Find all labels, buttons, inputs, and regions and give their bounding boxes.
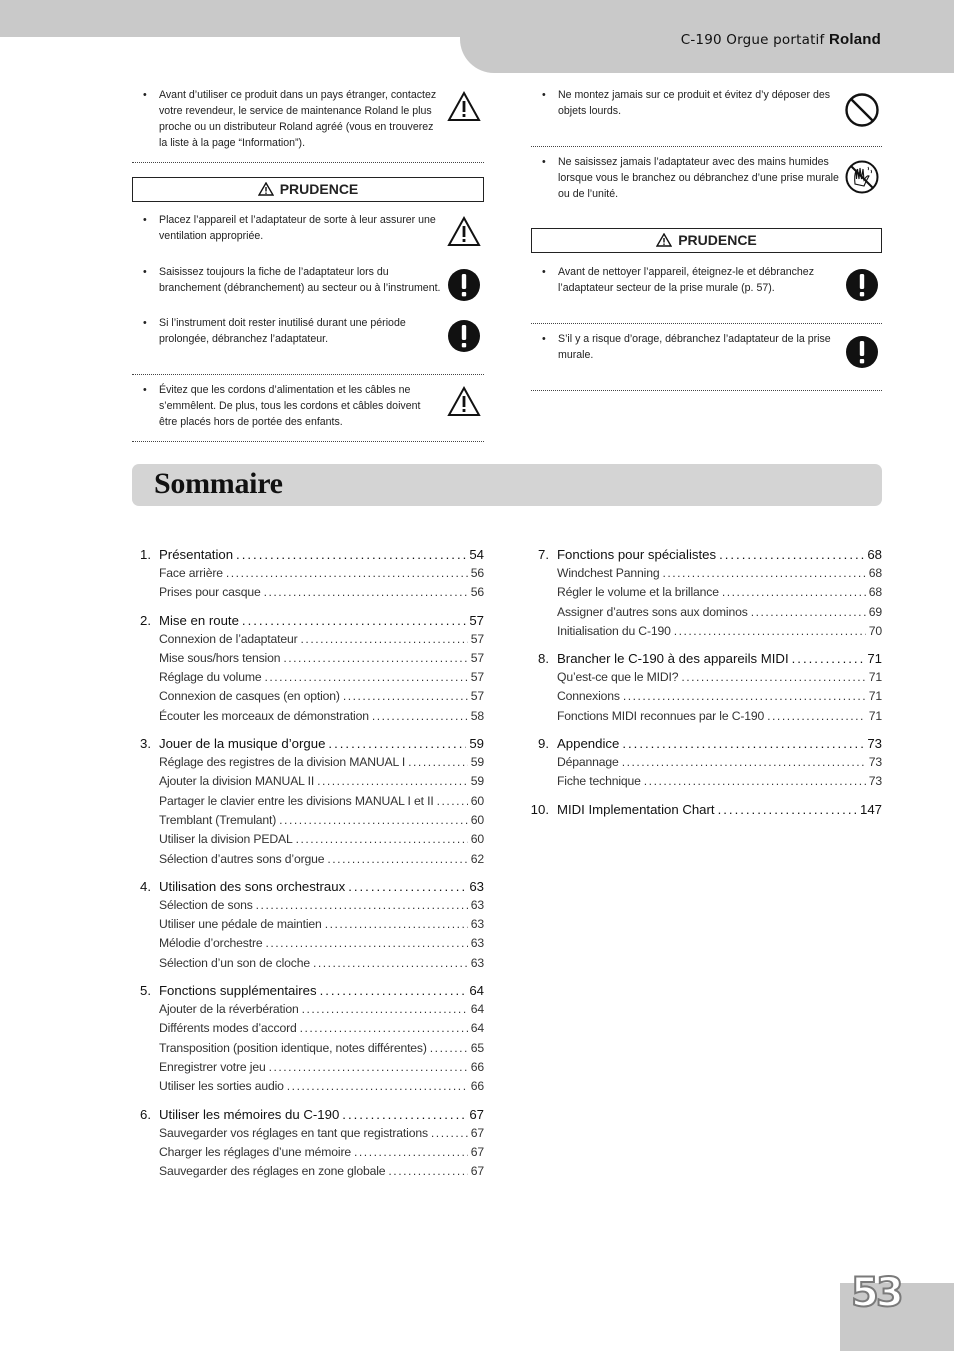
toc-subentry[interactable] [530,772,882,791]
toc-chapter-page: 67 [469,1106,484,1122]
exclamation-icon [844,334,880,370]
toc-chapter-number: 9. [538,736,549,752]
toc-section [132,611,484,726]
toc-subentry-title: Sélection d’autres sons d’orgue [159,851,325,866]
toc-chapter-number: 1. [140,547,151,562]
toc-subentry[interactable] [132,1077,484,1096]
toc-subentry-title: Mélodie d’orchestre [159,936,263,951]
toc-subentry[interactable] [132,753,484,772]
toc-subentry-title: Mise sous/hors tension [159,650,281,665]
dotted-divider [531,323,882,324]
exclamation-icon [844,267,880,303]
toc-subentry[interactable] [530,707,882,726]
toc-chapter-page: 63 [469,878,484,894]
toc-subentry[interactable] [132,915,484,934]
toc-chapter[interactable] [132,734,484,753]
toc-subentry-page: 62 [470,851,484,866]
toc-chapter-number: 4. [140,878,151,894]
toc-subentry-page: 57 [470,670,484,685]
toc-chapter[interactable] [132,545,484,564]
toc-subentry-title: Connexion de l’adaptateur [159,631,298,646]
toc-subentry[interactable] [132,1019,484,1038]
toc-chapter-page: 54 [469,547,484,562]
toc-subentry-page: 69 [868,604,882,619]
toc-subentry-page: 66 [470,1059,484,1074]
prohibition-icon [844,92,880,128]
toc-section [132,877,484,973]
toc-subentry-title: Fiche technique [557,774,641,789]
toc-chapter-page: 73 [867,736,882,752]
toc-subentry-page: 63 [470,955,484,970]
exclamation-icon [446,267,482,303]
toc-subentry-title: Différents modes d’accord [159,1021,297,1036]
toc-subentry-title: Face arrière [159,566,223,580]
toc-subentry-page: 71 [868,689,882,704]
toc-subentry-page: 64 [470,1021,484,1036]
toc-subentry[interactable] [132,668,484,687]
toc-subentry-page: 58 [470,708,484,723]
toc-subentry-page: 71 [868,708,882,723]
toc-chapter-page: 71 [867,651,882,667]
toc-subentry-title: Sélection de sons [159,897,253,912]
toc-subentry[interactable] [530,583,882,602]
dotted-divider [531,146,882,147]
toc-subentry-page: 59 [470,774,484,789]
toc-subentry[interactable] [530,668,882,687]
toc-subentry-page: 73 [868,774,882,789]
toc-subentry[interactable] [132,649,484,668]
dotted-divider [132,441,484,442]
toc-chapter-title: MIDI Implementation Chart [557,801,715,817]
toc-subentry-title: Initialisation du C-190 [557,623,671,638]
toc-subentry-title: Assigner d’autres sons aux dominos [557,604,748,619]
toc-chapter-title: Présentation [159,547,234,562]
toc-subentry-title: Sauvegarder vos réglages en tant que registrations [159,1125,428,1140]
toc-subentry-title: Sélection d’un son de cloche [159,955,310,970]
toc-subentry[interactable] [530,753,882,772]
toc-subentry-page: 65 [470,1040,484,1055]
toc-chapter-title: Utilisation des sons orchestraux [159,878,346,894]
toc-subentry[interactable] [132,1039,484,1058]
toc-chapter-title: Brancher le C-190 à des appareils MIDI [557,651,789,667]
toc-subentry-page: 67 [470,1164,484,1179]
toc-subentry[interactable] [132,1058,484,1077]
caution-triangle-icon [446,384,482,420]
toc-chapter[interactable] [530,734,882,753]
toc-subentry-page: 56 [470,566,484,580]
toc-chapter-title: Mise en route [159,612,239,628]
page-number: 53 [851,1270,901,1316]
summary-title: Sommaire [154,467,283,500]
toc-subentry-title: Dépannage [557,755,619,770]
toc-subentry[interactable] [530,603,882,622]
toc-subentry[interactable] [132,564,484,583]
toc-subentry[interactable] [132,1000,484,1019]
toc-subentry[interactable] [132,850,484,869]
toc-subentry-title: Tremblant (Tremulant) [159,812,277,827]
toc-subentry-page: 63 [470,917,484,932]
toc-chapter[interactable] [132,1105,484,1124]
toc-subentry-page: 67 [470,1125,484,1140]
dotted-divider [132,374,484,375]
toc-subentry-title: Utiliser la division PEDAL [159,832,293,847]
header-title: C-190 Orgue portatif Roland [680,31,881,48]
toc-chapter[interactable] [530,800,882,819]
toc-chapter-number: 10. [530,801,549,817]
toc-chapter-number: 3. [140,736,151,752]
toc-chapter-number: 2. [140,612,151,628]
toc-subentry-title: Ajouter la division MANUAL II [159,774,315,789]
toc-chapter-number: 5. [140,983,151,999]
toc-subentry-title: Réglage des registres de la division MANUAL I [159,755,406,770]
toc-section [132,545,484,603]
prudence-heading: PRUDENCE [132,177,484,202]
toc-subentry-page: 59 [470,755,484,770]
toc-chapter[interactable] [132,877,484,896]
toc-subentry-title: Utiliser les sorties audio [159,1079,284,1094]
toc-chapter-page: 147 [859,801,882,817]
toc-chapter-number: 6. [140,1106,151,1122]
toc-subentry-page: 56 [470,585,484,600]
toc-subentry-title: Réglage du volume [159,670,262,685]
toc-subentry-title: Régler le volume et la brillance [557,585,719,600]
toc-subentry[interactable] [132,1124,484,1143]
toc-subentry-title: Transposition (position identique, notes différentes) [159,1040,427,1055]
toc-subentry-page: 57 [470,631,484,646]
toc-subentry-title: Sauvegarder des réglages en zone globale [159,1164,386,1179]
toc-subentry-page: 60 [470,812,484,827]
toc-subentry-title: Qu’est-ce que le MIDI? [557,670,679,685]
toc-subentry-page: 71 [868,670,882,685]
toc-subentry[interactable] [132,896,484,915]
toc-section [132,734,484,869]
toc-chapter[interactable] [530,649,882,668]
toc-subentry-title: Enregistrer votre jeu [159,1059,266,1074]
toc-subentry[interactable] [132,1162,484,1181]
toc-section [530,649,882,726]
toc-chapter-title: Jouer de la musique d’orgue [159,736,326,752]
prudence-heading: PRUDENCE [531,228,882,253]
toc-chapter-title: Fonctions pour spécialistes [557,547,717,562]
toc-chapter-page: 59 [469,736,484,752]
no-wet-hands-icon [844,159,880,195]
toc-subentry-page: 60 [470,793,484,808]
toc-subentry[interactable] [132,792,484,811]
toc-subentry-title: Utiliser une pédale de maintien [159,917,322,932]
summary-banner [132,464,882,506]
toc-subentry-title: Connexion de casques (en option) [159,689,340,704]
toc-subentry[interactable] [530,622,882,641]
dotted-divider [132,162,484,163]
toc-subentry-page: 63 [470,897,484,912]
toc-subentry-page: 68 [868,566,882,580]
toc-section [530,800,882,819]
dotted-divider [531,390,882,391]
exclamation-icon [446,318,482,354]
toc-chapter-page: 64 [469,983,484,999]
toc-chapter-title: Utiliser les mémoires du C-190 [159,1106,340,1122]
toc-subentry-page: 73 [868,755,882,770]
toc-subentry[interactable] [132,1143,484,1162]
toc-subentry[interactable] [132,630,484,649]
toc-subentry-title: Connexions [557,689,620,704]
toc-subentry-title: Fonctions MIDI reconnues par le C-190 [557,708,765,723]
toc-subentry[interactable] [132,830,484,849]
toc-subentry-title: Charger les réglages d’une mémoire [159,1144,352,1159]
toc-subentry-title: Écouter les morceaux de démonstration [159,708,369,723]
toc-subentry-title: Prises pour casque [159,585,261,600]
toc-chapter-number: 7. [538,547,549,562]
toc-chapter-page: 57 [469,612,484,628]
toc-subentry-page: 60 [470,832,484,847]
toc-chapter-number: 8. [538,651,549,667]
toc-subentry[interactable] [530,564,882,583]
toc-subentry-page: 63 [470,936,484,951]
toc-subentry-title: Ajouter de la réverbération [159,1002,299,1017]
left-safety-column: • Avant d’utiliser ce produit dans un pays étranger, contactez votre revendeur, le service de maintenance Roland le plus proche ou un distributeur Roland agréé (vous en trouverez la liste à la page “Information”). PRUDENCE • Placez l’appareil et l’adaptateur de sorte à leur assurer une ventilation appropriée. • Saisissez toujours la fiche de l’adaptateur lors du branchement (débranchement) au secteur ou à l’instrument. • Si l’instrument doit rester inutilisé durant une période prolongée, débranchez l’adaptateur. • Évitez que les cordons d’alimentation et les câbles ne s’emmêlent. De plus, tous les cordons et câbles doivent être placés hors de portée des enfants. [132,0,484,450]
toc-subentry[interactable] [132,772,484,791]
toc-chapter-title: Appendice [557,736,620,752]
toc-subentry-page: 70 [868,623,882,638]
toc-subentry-title: Partager le clavier entre les divisions MANUAL I et II [159,793,434,808]
right-safety-column: • Ne montez jamais sur ce produit et évitez d’y déposer des objets lourds. • Ne saisissez jamais l’adaptateur avec des mains humides lorsque vous le branchez ou débranchez d’une prise murale ou de l’unité. PRUDENCE • Avant de nettoyer l’appareil, éteignez-le et débranchez l’adaptateur secteur de la prise murale (p. 57). • S’il y a risque d’orage, débranchez l’adaptateur de la prise murale. [531,0,882,450]
toc-subentry[interactable] [132,954,484,973]
toc-subentry[interactable] [530,687,882,706]
toc-subentry-page: 57 [470,650,484,665]
toc-subentry-page: 68 [868,585,882,600]
toc-section [132,1105,484,1182]
toc-chapter-title: Fonctions supplémentaires [159,983,317,999]
caution-triangle-icon [446,214,482,250]
toc-subentry[interactable] [132,583,484,602]
toc-subentry[interactable] [132,687,484,706]
toc-subentry-page: 64 [470,1002,484,1017]
brand-logo: Roland [828,31,881,48]
toc-subentry[interactable] [132,811,484,830]
toc-subentry-page: 57 [470,689,484,704]
toc-section [132,981,484,1096]
toc-subentry-title: Windchest Panning [557,566,660,580]
toc-section [530,545,882,641]
toc-subentry[interactable] [132,707,484,726]
toc-chapter[interactable] [132,611,484,630]
toc-subentry-page: 67 [470,1144,484,1159]
toc-section [530,734,882,792]
toc-chapter[interactable] [530,545,882,564]
toc-chapter-page: 68 [867,547,882,562]
toc-chapter[interactable] [132,981,484,1000]
caution-triangle-icon [446,89,482,125]
toc-subentry-page: 66 [470,1079,484,1094]
toc-subentry[interactable] [132,934,484,953]
